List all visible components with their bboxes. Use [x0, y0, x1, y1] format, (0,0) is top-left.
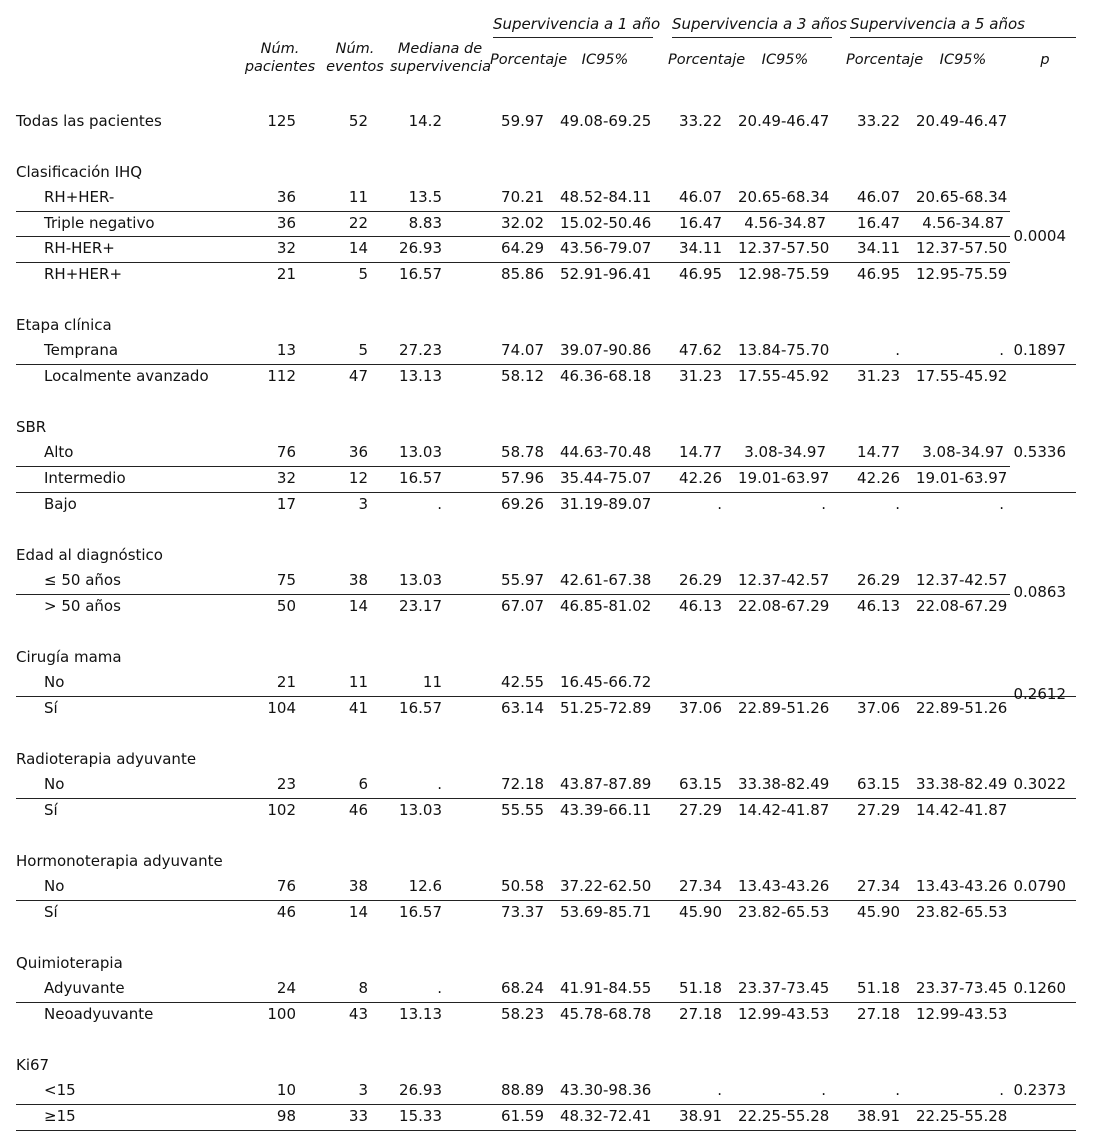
cell-porcentaje-1yr: 85.86: [501, 265, 544, 283]
cell-porcentaje-1yr: 88.89: [501, 1081, 544, 1099]
cell-ic95-5yr: 12.37-42.57: [916, 571, 1008, 589]
cell-porcentaje-3yr: 27.34: [679, 877, 722, 895]
bottom-rule: [16, 1130, 1076, 1131]
cell-porcentaje-1yr: 74.07: [501, 341, 544, 359]
cell-ic95-1yr: 43.39-66.11: [560, 801, 652, 819]
row-label: Intermedio: [44, 469, 126, 487]
cell-porcentaje-1yr: 69.26: [501, 495, 544, 513]
cell-porcentaje-3yr: 14.77: [679, 443, 722, 461]
cell-mediana: 11: [422, 673, 442, 691]
row-separator: [16, 1002, 1076, 1003]
cell-p-value: 0.0863: [1013, 583, 1066, 601]
cell-porcentaje-3yr: 16.47: [679, 214, 722, 232]
row-label: RH+HER+: [44, 265, 123, 283]
cell-num-eventos: 14: [348, 239, 368, 257]
cell-num-pacientes: 46: [276, 903, 296, 921]
cell-porcentaje-1yr: 63.14: [501, 699, 544, 717]
row-separator: [16, 900, 1076, 901]
header-group-3yr: Supervivencia a 3 años: [672, 15, 847, 33]
cell-p-value: 0.5336: [1013, 443, 1066, 461]
cell-ic95-1yr: 15.02-50.46: [560, 214, 652, 232]
header-line: pacientes: [244, 59, 316, 75]
cell-ic95-5yr: 12.95-75.59: [916, 265, 1008, 283]
cell-ic95-5yr: 23.37-73.45: [916, 979, 1008, 997]
row-separator: [16, 364, 1076, 365]
row-label: ≥15: [44, 1107, 76, 1125]
cell-mediana: 12.6: [408, 877, 442, 895]
cell-p-value: 0.2612: [1013, 685, 1066, 703]
cell-num-eventos: 47: [348, 367, 368, 385]
cell-ic95-5yr: 14.42-41.87: [916, 801, 1008, 819]
cell-num-eventos: 33: [348, 1107, 368, 1125]
cell-porcentaje-3yr: .: [717, 495, 722, 513]
cell-ic95-3yr: 19.01-63.97: [738, 469, 830, 487]
cell-num-pacientes: 24: [276, 979, 296, 997]
row-group-label: Hormonoterapia adyuvante: [16, 852, 223, 870]
row-label: Sí: [44, 903, 58, 921]
cell-porcentaje-5yr: 46.13: [857, 597, 900, 615]
cell-num-eventos: 5: [358, 341, 368, 359]
cell-ic95-5yr: 13.43-43.26: [916, 877, 1008, 895]
cell-p-value: 0.0004: [1013, 227, 1066, 245]
cell-ic95-1yr: 35.44-75.07: [560, 469, 652, 487]
row-group-label: Edad al diagnóstico: [16, 546, 163, 564]
cell-num-pacientes: 50: [276, 597, 296, 615]
cell-p-value: 0.2373: [1013, 1081, 1066, 1099]
row-separator: [16, 594, 1010, 595]
cell-porcentaje-1yr: 55.55: [501, 801, 544, 819]
cell-num-eventos: 5: [358, 265, 368, 283]
cell-num-pacientes: 100: [267, 1005, 296, 1023]
cell-num-pacientes: 32: [276, 239, 296, 257]
cell-ic95-1yr: 48.52-84.11: [560, 188, 652, 206]
cell-ic95-5yr: 20.49-46.47: [916, 112, 1008, 130]
row-group-label: Ki67: [16, 1056, 50, 1074]
row-separator: [16, 236, 1010, 237]
cell-ic95-1yr: 51.25-72.89: [560, 699, 652, 717]
row-label: Bajo: [44, 495, 77, 513]
cell-num-eventos: 41: [348, 699, 368, 717]
cell-mediana: 13.13: [399, 1005, 442, 1023]
header-line: Núm.: [260, 41, 300, 57]
cell-ic95-3yr: 12.37-57.50: [738, 239, 830, 257]
header-group-5yr: Supervivencia a 5 años: [850, 15, 1025, 33]
cell-porcentaje-1yr: 68.24: [501, 979, 544, 997]
cell-num-pacientes: 125: [267, 112, 296, 130]
cell-porcentaje-1yr: 59.97: [501, 112, 544, 130]
header-porcentaje-5yr: Porcentaje: [846, 52, 924, 68]
cell-ic95-5yr: 12.99-43.53: [916, 1005, 1008, 1023]
cell-p-value: 0.3022: [1013, 775, 1066, 793]
row-group-label: Radioterapia adyuvante: [16, 750, 197, 768]
cell-porcentaje-3yr: 47.62: [679, 341, 722, 359]
header-porcentaje-1yr: Porcentaje: [490, 52, 568, 68]
cell-num-eventos: 12: [348, 469, 368, 487]
cell-porcentaje-5yr: .: [895, 1081, 900, 1099]
header-divider-5yr: [850, 37, 1076, 38]
cell-mediana: 16.57: [399, 265, 442, 283]
cell-ic95-1yr: 53.69-85.71: [560, 903, 652, 921]
cell-porcentaje-5yr: .: [895, 341, 900, 359]
cell-num-pacientes: 102: [267, 801, 296, 819]
cell-ic95-5yr: 20.65-68.34: [916, 188, 1008, 206]
row-separator: [16, 211, 1010, 212]
cell-num-eventos: 14: [348, 903, 368, 921]
row-separator: [16, 696, 1076, 697]
cell-ic95-1yr: 39.07-90.86: [560, 341, 652, 359]
row-label: Alto: [44, 443, 74, 461]
cell-porcentaje-3yr: 51.18: [679, 979, 722, 997]
cell-porcentaje-5yr: 27.18: [857, 1005, 900, 1023]
cell-porcentaje-3yr: 46.95: [679, 265, 722, 283]
cell-porcentaje-3yr: .: [717, 1081, 722, 1099]
row-label: Adyuvante: [44, 979, 125, 997]
row-group-label: Etapa clínica: [16, 316, 112, 334]
cell-ic95-3yr: 23.82-65.53: [738, 903, 830, 921]
cell-ic95-1yr: 31.19-89.07: [560, 495, 652, 513]
cell-porcentaje-1yr: 61.59: [501, 1107, 544, 1125]
cell-num-eventos: 11: [348, 188, 368, 206]
row-label: No: [44, 673, 65, 691]
row-label: Sí: [44, 699, 58, 717]
cell-num-pacientes: 76: [276, 443, 296, 461]
cell-num-pacientes: 23: [276, 775, 296, 793]
cell-ic95-3yr: 12.98-75.59: [738, 265, 830, 283]
cell-ic95-5yr: 22.08-67.29: [916, 597, 1008, 615]
cell-num-eventos: 52: [348, 112, 368, 130]
cell-porcentaje-5yr: 26.29: [857, 571, 900, 589]
cell-porcentaje-5yr: 14.77: [857, 443, 900, 461]
row-label: ≤ 50 años: [44, 571, 121, 589]
cell-num-eventos: 3: [358, 1081, 368, 1099]
cell-porcentaje-1yr: 55.97: [501, 571, 544, 589]
cell-p-value: 0.0790: [1013, 877, 1066, 895]
cell-num-pacientes: 21: [276, 673, 296, 691]
cell-mediana: 13.13: [399, 367, 442, 385]
row-label: Todas las pacientes: [16, 112, 162, 130]
cell-num-eventos: 6: [358, 775, 368, 793]
cell-porcentaje-5yr: 46.95: [857, 265, 900, 283]
cell-num-eventos: 22: [348, 214, 368, 232]
header-line: Mediana de: [397, 41, 483, 57]
cell-ic95-3yr: 23.37-73.45: [738, 979, 830, 997]
row-label: No: [44, 877, 65, 895]
cell-porcentaje-3yr: 46.13: [679, 597, 722, 615]
cell-mediana: 23.17: [399, 597, 442, 615]
cell-ic95-3yr: 22.25-55.28: [738, 1107, 830, 1125]
cell-ic95-1yr: 41.91-84.55: [560, 979, 652, 997]
header-mediana: [390, 40, 490, 76]
cell-ic95-1yr: 44.63-70.48: [560, 443, 652, 461]
cell-porcentaje-3yr: 46.07: [679, 188, 722, 206]
cell-ic95-3yr: 13.84-75.70: [738, 341, 830, 359]
cell-ic95-5yr: 22.25-55.28: [916, 1107, 1008, 1125]
header-num-eventos: [322, 40, 388, 76]
cell-porcentaje-5yr: 38.91: [857, 1107, 900, 1125]
cell-ic95-5yr: .: [999, 341, 1004, 359]
cell-ic95-1yr: 49.08-69.25: [560, 112, 652, 130]
cell-ic95-5yr: 19.01-63.97: [916, 469, 1008, 487]
cell-porcentaje-5yr: 33.22: [857, 112, 900, 130]
row-group-label: SBR: [16, 418, 47, 436]
cell-ic95-5yr: 33.38-82.49: [916, 775, 1008, 793]
cell-porcentaje-1yr: 67.07: [501, 597, 544, 615]
cell-num-pacientes: 17: [276, 495, 296, 513]
cell-ic95-3yr: 13.43-43.26: [738, 877, 830, 895]
header-divider-3yr: [672, 37, 832, 38]
cell-ic95-3yr: 22.08-67.29: [738, 597, 830, 615]
cell-ic95-3yr: 33.38-82.49: [738, 775, 830, 793]
cell-porcentaje-1yr: 73.37: [501, 903, 544, 921]
cell-porcentaje-5yr: .: [895, 495, 900, 513]
cell-ic95-3yr: .: [821, 1081, 826, 1099]
cell-porcentaje-1yr: 58.23: [501, 1005, 544, 1023]
cell-num-eventos: 38: [348, 877, 368, 895]
cell-num-eventos: 11: [348, 673, 368, 691]
cell-num-eventos: 46: [348, 801, 368, 819]
cell-porcentaje-5yr: 42.26: [857, 469, 900, 487]
row-label: Localmente avanzado: [44, 367, 209, 385]
cell-num-eventos: 14: [348, 597, 368, 615]
cell-num-pacientes: 112: [267, 367, 296, 385]
header-ic95-1yr: IC95%: [581, 52, 629, 68]
cell-num-eventos: 43: [348, 1005, 368, 1023]
cell-ic95-5yr: 22.89-51.26: [916, 699, 1008, 717]
cell-ic95-1yr: 43.30-98.36: [560, 1081, 652, 1099]
cell-mediana: .: [437, 495, 442, 513]
cell-porcentaje-3yr: 45.90: [679, 903, 722, 921]
cell-p-value: 0.1260: [1013, 979, 1066, 997]
cell-ic95-3yr: 17.55-45.92: [738, 367, 830, 385]
cell-mediana: .: [437, 775, 442, 793]
cell-ic95-3yr: .: [821, 495, 826, 513]
row-label: <15: [44, 1081, 76, 1099]
cell-mediana: .: [437, 979, 442, 997]
cell-ic95-5yr: 23.82-65.53: [916, 903, 1008, 921]
cell-ic95-5yr: 4.56-34.87: [922, 214, 1004, 232]
cell-porcentaje-1yr: 58.12: [501, 367, 544, 385]
cell-mediana: 16.57: [399, 469, 442, 487]
row-label: Triple negativo: [44, 214, 155, 232]
row-label: Temprana: [44, 341, 119, 359]
cell-porcentaje-3yr: 37.06: [679, 699, 722, 717]
header-p: p: [1040, 52, 1050, 68]
cell-ic95-3yr: 22.89-51.26: [738, 699, 830, 717]
cell-porcentaje-5yr: 46.07: [857, 188, 900, 206]
cell-ic95-1yr: 42.61-67.38: [560, 571, 652, 589]
cell-porcentaje-3yr: 26.29: [679, 571, 722, 589]
cell-p-value: 0.1897: [1013, 341, 1066, 359]
cell-porcentaje-1yr: 72.18: [501, 775, 544, 793]
cell-porcentaje-1yr: 70.21: [501, 188, 544, 206]
cell-mediana: 13.03: [399, 801, 442, 819]
cell-ic95-1yr: 52.91-96.41: [560, 265, 652, 283]
header-line: supervivencia: [390, 59, 492, 75]
cell-ic95-1yr: 48.32-72.41: [560, 1107, 652, 1125]
row-separator: [16, 798, 1076, 799]
row-label: Sí: [44, 801, 58, 819]
cell-ic95-1yr: 43.56-79.07: [560, 239, 652, 257]
cell-mediana: 16.57: [399, 903, 442, 921]
cell-num-eventos: 38: [348, 571, 368, 589]
header-num-pacientes: [240, 40, 320, 76]
cell-num-pacientes: 36: [276, 188, 296, 206]
cell-porcentaje-1yr: 58.78: [501, 443, 544, 461]
cell-ic95-1yr: 45.78-68.78: [560, 1005, 652, 1023]
cell-mediana: 13.03: [399, 571, 442, 589]
cell-porcentaje-5yr: 16.47: [857, 214, 900, 232]
cell-ic95-1yr: 16.45-66.72: [560, 673, 652, 691]
cell-porcentaje-1yr: 57.96: [501, 469, 544, 487]
cell-ic95-5yr: 3.08-34.97: [922, 443, 1004, 461]
cell-ic95-3yr: 20.65-68.34: [738, 188, 830, 206]
header-ic95-3yr: IC95%: [761, 52, 809, 68]
cell-porcentaje-1yr: 64.29: [501, 239, 544, 257]
header-group-1yr: Supervivencia a 1 año: [493, 15, 661, 33]
cell-porcentaje-1yr: 50.58: [501, 877, 544, 895]
row-label: > 50 años: [44, 597, 121, 615]
cell-mediana: 15.33: [399, 1107, 442, 1125]
cell-num-pacientes: 76: [276, 877, 296, 895]
cell-porcentaje-5yr: 63.15: [857, 775, 900, 793]
cell-ic95-1yr: 46.85-81.02: [560, 597, 652, 615]
cell-mediana: 16.57: [399, 699, 442, 717]
header-porcentaje-3yr: Porcentaje: [668, 52, 746, 68]
cell-ic95-3yr: 3.08-34.97: [744, 443, 826, 461]
cell-mediana: 8.83: [408, 214, 442, 232]
cell-num-pacientes: 32: [276, 469, 296, 487]
row-separator: [16, 492, 1076, 493]
cell-ic95-5yr: 17.55-45.92: [916, 367, 1008, 385]
cell-ic95-5yr: .: [999, 495, 1004, 513]
cell-ic95-1yr: 43.87-87.89: [560, 775, 652, 793]
cell-porcentaje-3yr: 33.22: [679, 112, 722, 130]
header-ic95-5yr: IC95%: [939, 52, 987, 68]
cell-num-pacientes: 21: [276, 265, 296, 283]
row-group-label: Cirugía mama: [16, 648, 122, 666]
cell-porcentaje-3yr: 42.26: [679, 469, 722, 487]
row-separator: [16, 262, 1010, 263]
cell-porcentaje-3yr: 63.15: [679, 775, 722, 793]
cell-ic95-3yr: 20.49-46.47: [738, 112, 830, 130]
cell-porcentaje-5yr: 34.11: [857, 239, 900, 257]
cell-ic95-5yr: 12.37-57.50: [916, 239, 1008, 257]
cell-ic95-1yr: 46.36-68.18: [560, 367, 652, 385]
cell-porcentaje-1yr: 32.02: [501, 214, 544, 232]
cell-num-pacientes: 75: [276, 571, 296, 589]
cell-ic95-3yr: 4.56-34.87: [744, 214, 826, 232]
cell-ic95-1yr: 37.22-62.50: [560, 877, 652, 895]
row-label: RH-HER+: [44, 239, 115, 257]
row-separator: [16, 466, 1010, 467]
cell-num-pacientes: 104: [267, 699, 296, 717]
cell-porcentaje-1yr: 42.55: [501, 673, 544, 691]
row-label: RH+HER-: [44, 188, 115, 206]
cell-porcentaje-5yr: 37.06: [857, 699, 900, 717]
row-separator: [16, 1104, 1076, 1105]
cell-num-pacientes: 36: [276, 214, 296, 232]
cell-mediana: 14.2: [408, 112, 442, 130]
header-divider-1yr: [493, 37, 653, 38]
cell-ic95-5yr: .: [999, 1081, 1004, 1099]
cell-porcentaje-5yr: 51.18: [857, 979, 900, 997]
cell-porcentaje-3yr: 27.29: [679, 801, 722, 819]
cell-mediana: 13.03: [399, 443, 442, 461]
row-group-label: Clasificación IHQ: [16, 163, 143, 181]
cell-ic95-3yr: 12.37-42.57: [738, 571, 830, 589]
cell-porcentaje-5yr: 45.90: [857, 903, 900, 921]
cell-num-eventos: 36: [348, 443, 368, 461]
cell-ic95-3yr: 12.99-43.53: [738, 1005, 830, 1023]
cell-num-pacientes: 98: [276, 1107, 296, 1125]
row-label: No: [44, 775, 65, 793]
cell-num-pacientes: 10: [276, 1081, 296, 1099]
cell-num-pacientes: 13: [276, 341, 296, 359]
cell-porcentaje-3yr: 38.91: [679, 1107, 722, 1125]
cell-num-eventos: 3: [358, 495, 368, 513]
cell-porcentaje-5yr: 27.29: [857, 801, 900, 819]
cell-porcentaje-3yr: 27.18: [679, 1005, 722, 1023]
cell-num-eventos: 8: [358, 979, 368, 997]
cell-porcentaje-3yr: 34.11: [679, 239, 722, 257]
header-line: Núm.: [335, 41, 375, 57]
cell-mediana: 13.5: [408, 188, 442, 206]
cell-mediana: 26.93: [399, 1081, 442, 1099]
row-group-label: Quimioterapia: [16, 954, 123, 972]
cell-porcentaje-3yr: 31.23: [679, 367, 722, 385]
header-line: eventos: [326, 59, 384, 75]
cell-ic95-3yr: 14.42-41.87: [738, 801, 830, 819]
row-label: Neoadyuvante: [44, 1005, 154, 1023]
cell-mediana: 27.23: [399, 341, 442, 359]
cell-porcentaje-5yr: 31.23: [857, 367, 900, 385]
cell-mediana: 26.93: [399, 239, 442, 257]
cell-porcentaje-5yr: 27.34: [857, 877, 900, 895]
